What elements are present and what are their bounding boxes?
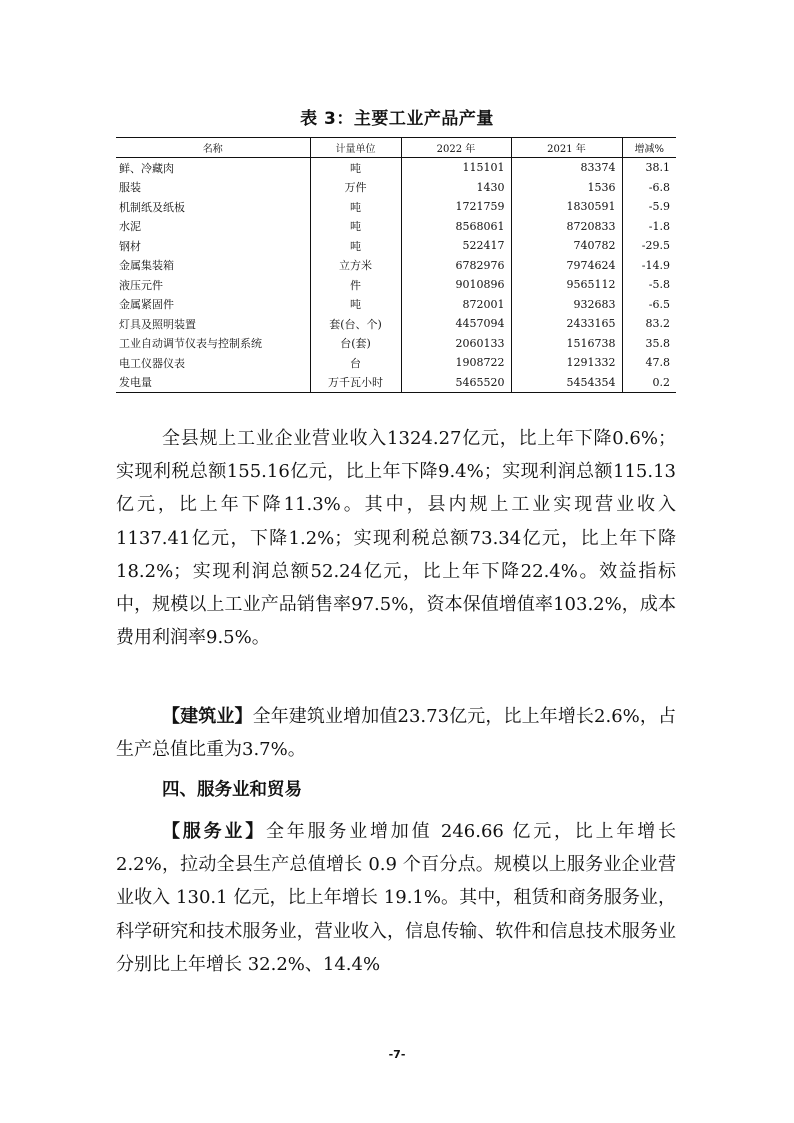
value-2022: 115101 bbox=[401, 158, 511, 178]
unit: 套(台、个) bbox=[310, 314, 401, 334]
unit: 万件 bbox=[310, 178, 401, 198]
change-percent: -14.9 bbox=[622, 256, 676, 276]
product-name: 灯具及照明装置 bbox=[119, 317, 196, 331]
unit: 立方米 bbox=[310, 256, 401, 276]
value-2021: 83374 bbox=[511, 158, 622, 178]
change-percent: 0.2 bbox=[622, 373, 676, 393]
product-name: 工业自动调节仪表与控制系统 bbox=[119, 337, 262, 351]
value-2022: 2060133 bbox=[401, 334, 511, 354]
change-percent: -5.8 bbox=[622, 275, 676, 295]
construction-text: 全年建筑业增加值23.73亿元，比上年增长2.6%，占生产总值比重为3.7%。 bbox=[116, 706, 677, 761]
table-row bbox=[116, 217, 676, 237]
unit: 吨 bbox=[310, 217, 401, 237]
services-paragraph-block bbox=[116, 815, 676, 981]
change-percent: -6.5 bbox=[622, 295, 676, 315]
section-heading bbox=[116, 774, 676, 807]
table-header-row bbox=[116, 138, 676, 158]
product-name: 金属紧固件 bbox=[119, 298, 174, 312]
unit: 件 bbox=[310, 275, 401, 295]
value-2022: 6782976 bbox=[401, 256, 511, 276]
construction-paragraph bbox=[116, 700, 676, 766]
value-2021: 2433165 bbox=[511, 314, 622, 334]
value-2021: 5454354 bbox=[511, 373, 622, 393]
value-2021: 932683 bbox=[511, 295, 622, 315]
table-row bbox=[116, 275, 676, 295]
change-percent: -29.5 bbox=[622, 236, 676, 256]
services-text: 全年服务业增加值 246.66 亿元，比上年增长 2.2%，拉动全县生产总值增长 0.9 个百分点。规模以上服务业企业营业收入 130.1 亿元，比上年增长 19.1%。其中，租赁和商务服务业，科学研究和技术服务业，营业收入，信息传输、软件和信息技术服务业分别比上年增长 32.2%、14.4% bbox=[116, 821, 676, 975]
unit: 吨 bbox=[310, 236, 401, 256]
unit: 万千瓦小时 bbox=[310, 373, 401, 393]
section-heading-text: 四、服务业和贸易 bbox=[162, 780, 302, 800]
value-2021: 1516738 bbox=[511, 334, 622, 354]
value-2021: 1830591 bbox=[511, 197, 622, 217]
table-row bbox=[116, 314, 676, 334]
product-name: 金属集装箱 bbox=[119, 259, 174, 273]
page-number: -7- bbox=[388, 1048, 406, 1061]
value-2022: 5465520 bbox=[401, 373, 511, 393]
table-row bbox=[116, 158, 676, 178]
column-header: 2021 年 bbox=[511, 138, 622, 158]
table-title: 表 3：主要工业产品产量 bbox=[300, 109, 494, 129]
industrial-products-table bbox=[116, 137, 676, 393]
value-2022: 1721759 bbox=[401, 197, 511, 217]
table-row bbox=[116, 197, 676, 217]
services-label: 【服务业】 bbox=[162, 821, 266, 842]
change-percent: 38.1 bbox=[622, 158, 676, 178]
change-percent: 47.8 bbox=[622, 353, 676, 373]
product-name: 机制纸及纸板 bbox=[119, 200, 185, 214]
value-2021: 1291332 bbox=[511, 353, 622, 373]
column-header: 名称 bbox=[116, 138, 310, 158]
product-name: 鲜、冷藏肉 bbox=[119, 161, 174, 175]
unit: 吨 bbox=[310, 197, 401, 217]
change-percent: -1.8 bbox=[622, 217, 676, 237]
product-name: 发电量 bbox=[116, 373, 310, 393]
value-2022: 4457094 bbox=[401, 314, 511, 334]
column-header: 计量单位 bbox=[310, 138, 401, 158]
table-row bbox=[116, 334, 676, 354]
change-percent: 83.2 bbox=[622, 314, 676, 334]
industry-paragraph: 全县规上工业企业营业收入1324.27亿元，比上年下降0.6%；实现利税总额155.16亿元，比上年下降9.4%；实现利润总额115.13亿元，比上年下降11.3%。其中，县内规上工业实现营业收入1137.41亿元，下降1.2%；实现利税总额73.34亿元，比上年下降18.2%；实现利润总额52.24亿元，比上年下降22.4%。效益指标中，规模以上工业产品销售率97.5%，资本保值增值率103.2%，成本费用利润率9.5%。 bbox=[116, 428, 676, 649]
column-header: 2022 年 bbox=[401, 138, 511, 158]
product-name: 服装 bbox=[119, 181, 141, 195]
change-percent: -5.9 bbox=[622, 197, 676, 217]
value-2022: 522417 bbox=[401, 236, 511, 256]
unit: 吨 bbox=[310, 295, 401, 315]
value-2021: 9565112 bbox=[511, 275, 622, 295]
change-percent: 35.8 bbox=[622, 334, 676, 354]
services-paragraph bbox=[116, 815, 676, 981]
value-2022: 1430 bbox=[401, 178, 511, 198]
value-2021: 7974624 bbox=[511, 256, 622, 276]
table-row bbox=[116, 353, 676, 373]
construction-paragraph-block bbox=[116, 700, 676, 766]
column-header: 增减% bbox=[622, 138, 676, 158]
value-2022: 9010896 bbox=[401, 275, 511, 295]
unit: 台(套) bbox=[310, 334, 401, 354]
value-2021: 1536 bbox=[511, 178, 622, 198]
unit: 吨 bbox=[310, 158, 401, 178]
value-2022: 1908722 bbox=[401, 353, 511, 373]
product-name: 钢材 bbox=[119, 239, 141, 253]
product-name: 水泥 bbox=[119, 220, 141, 234]
table-row bbox=[116, 178, 676, 198]
value-2021: 740782 bbox=[511, 236, 622, 256]
table-row bbox=[116, 256, 676, 276]
product-name: 液压元件 bbox=[119, 278, 163, 292]
table-row bbox=[116, 295, 676, 315]
change-percent: -6.8 bbox=[622, 178, 676, 198]
construction-label: 【建筑业】 bbox=[162, 706, 253, 727]
product-name: 电工仪器仪表 bbox=[119, 356, 185, 370]
value-2022: 872001 bbox=[401, 295, 511, 315]
industry-paragraph-block bbox=[116, 422, 676, 654]
unit: 台 bbox=[310, 353, 401, 373]
table-row bbox=[116, 373, 676, 393]
table-row bbox=[116, 236, 676, 256]
value-2022: 8568061 bbox=[401, 217, 511, 237]
value-2021: 8720833 bbox=[511, 217, 622, 237]
